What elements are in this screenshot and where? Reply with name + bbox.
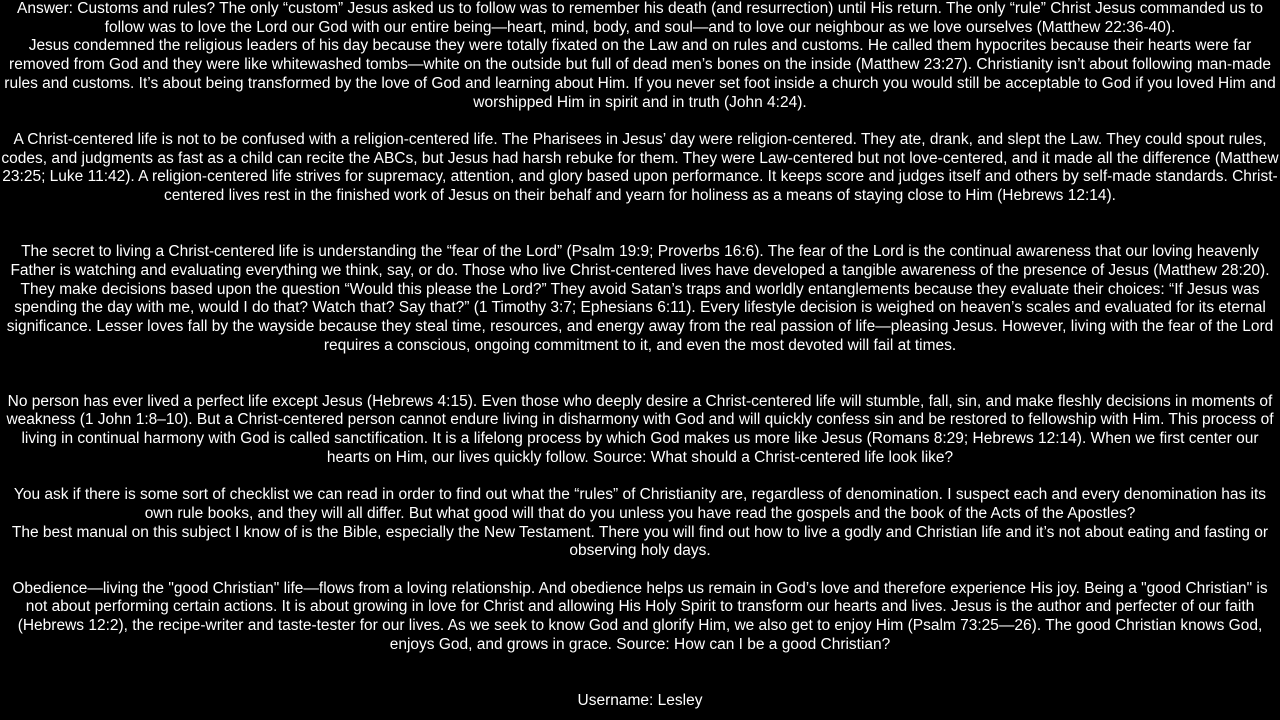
paragraph-best-manual: The best manual on this subject I know of is the Bible, especially the New Testament. There you will find out how to live a godly and Christian life and it’s not about eating and fasting or observing holy days. [11,523,1269,560]
spacer [0,355,1280,392]
spacer [0,655,1280,692]
paragraph-obedience: Obedience—living the "good Christian" life—flows from a loving relationship. And obedience helps us remain in God’s love and therefore experience His joy. Being a "good Christian" is not about performing certain actions. It is about growing in love for Christ and allowing His Holy Spirit to transform our hearts and lives. Jesus is the author and perfecter of our faith (Hebrews 12:2), the recipe-writer and taste-tester for our lives. As we seek to know God and glorify Him, we also get to enjoy Him (Psalm 73:25—26). The good Christian knows God, enjoys God, and grows in grace. Source: How can I be a good Christian? [12,579,1268,653]
paragraph-perfect-life: No person has ever lived a perfect life except Jesus (Hebrews 4:15). Even those who deeply desire a Christ-centered life will stumble, fall, sin, and make fleshly decisions in moments of weakness (1 John 1:8–10). But a Christ-centered person cannot endure living in disharmony with God and will quickly confess sin and be restored to fellowship with Him. This process of living in continual harmony with God is called sanctification. It is a lifelong process by which God makes us more like Jesus (Romans 8:29; Hebrews 12:14). When we first center our hearts on Him, our lives quickly follow. Source: What should a Christ-centered life look like? [6,392,1274,466]
paragraph-fear-of-the-lord: The secret to living a Christ-centered life is understanding the “fear of the Lord” (Psalm 19:9; Proverbs 16:6). The fear of the Lord is the continual awareness that our loving heavenly Father is watching and evaluating everything we think, say, or do. Those who live Christ-centered lives have developed a tangible awareness of the presence of Jesus (Matthew 28:20). They make decisions based upon the question “Would this please the Lord?” They avoid Satan’s traps and worldly entanglements because they evaluate their choices: “If Jesus was spending the day with me, would I do that? Watch that? Say that?” (1 Timothy 3:7; Ephesians 6:11). Every lifestyle decision is weighed on heaven’s scales and evaluated for its eternal significance. Lesser loves fall by the wayside because they steal time, resources, and energy away from the real passion of life—pleasing Jesus. However, living with the fear of the Lord requires a conscious, ongoing commitment to it, and even the most devoted will fail at times. [6,243,1274,354]
paragraph-religious-leaders: Jesus condemned the religious leaders of his day because they were totally fixated on the Law and on rules and customs. He called them hypocrites because their hearts were far removed from God and they were like whitewashed tombs—white on the outside but full of dead men’s bones on the inside (Matthew 23:27). Christianity isn’t about following man-made rules and customs. It’s about being transformed by the love of God and learning about Him. If you never set foot inside a church you would still be acceptable to God if you loved Him and worshipped Him in spirit and in truth (John 4:24). [4,37,1276,111]
spacer [0,206,1280,243]
spacer [0,112,1280,131]
paragraph-christ-centered-life: A Christ-centered life is not to be confused with a religion-centered life. The Pharisees in Jesus’ day were religion-centered. They ate, drank, and slept the Law. They could spout rules, codes, and judgments as fast as a child can recite the ABCs, but Jesus had harsh rebuke for them. They were Law-centered but not love-centered, and it made all the difference (Matthew 23:25; Luke 11:42). A religion-centered life strives for supremacy, attention, and glory based upon performance. It keeps score and judges itself and others by self-made standards. Christ-centered lives rest in the finished work of Jesus on their behalf and yearn for holiness as a means of staying close to Him (Hebrews 12:14). [1,130,1279,205]
paragraph-customs-and-rules: Answer: Customs and rules? The only “custom” Jesus asked us to follow was to remember his death (and resurrection) until His return. The only “rule” Christ Jesus commanded us to follow was to love the Lord our God with our entire being—heart, mind, body, and soul—and to love our neighbour as we love ourselves (Matthew 22:36-40). [17,0,1263,36]
username-label: Username: Lesley [577,691,703,709]
spacer [0,561,1280,580]
spacer [0,468,1280,487]
paragraph-checklist: You ask if there is some sort of checklist we can read in order to find out what the “rules” of Christianity are, regardless of denomination. I suspect each and every denomination has its own rule books, and they will all differ. But what good will that do you unless you have read the gospels and the book of the Acts of the Apostles? [13,486,1267,522]
